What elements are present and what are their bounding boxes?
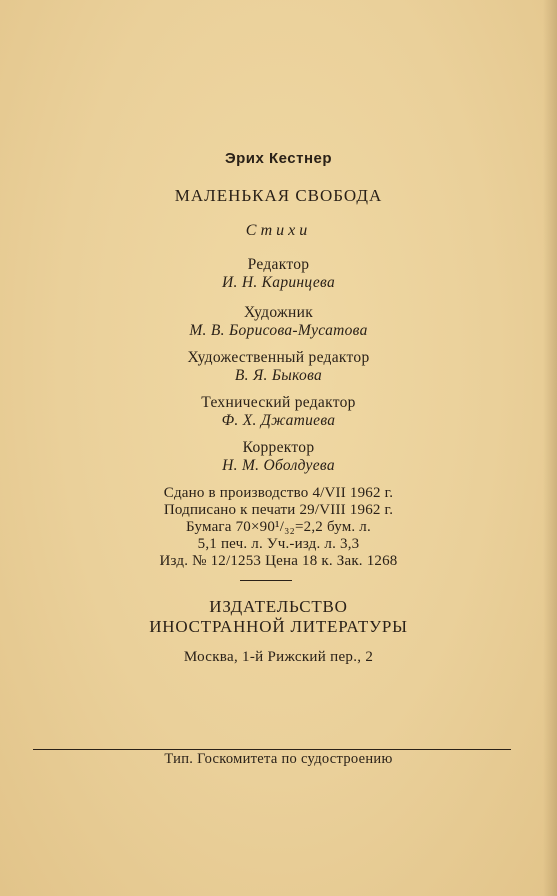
imprint-line: Сдано в производство 4/VII 1962 г.: [163, 485, 394, 501]
credit-name-art-editor: В. Я. Быкова: [234, 367, 323, 384]
printer-line: Тип. Госкомитета по судостроению: [164, 751, 393, 767]
author-name: Эрих Кестнер: [224, 150, 333, 167]
footer-rule: [33, 749, 511, 750]
credit-role-editor: Редактор: [247, 256, 310, 273]
book-title: МАЛЕНЬКАЯ СВОБОДА: [174, 186, 383, 205]
credit-name-tech-editor: Ф. Х. Джатиева: [221, 412, 336, 429]
imprint-line: Изд. № 12/1253 Цена 18 к. Зак. 1268: [159, 553, 398, 569]
credit-name-artist: М. В. Борисова-Мусатова: [189, 322, 368, 339]
section-divider: [240, 580, 292, 581]
credit-role-tech-editor: Технический редактор: [201, 394, 356, 411]
imprint-line: Бумага 70×90¹/₃₂=2,2 бум. л.: [186, 519, 371, 535]
publisher-address: Москва, 1-й Рижский пер., 2: [183, 649, 374, 665]
book-genre: Стихи: [245, 222, 312, 239]
credit-role-proofreader: Корректор: [242, 439, 315, 456]
imprint-line: 5,1 печ. л. Уч.-изд. л. 3,3: [197, 536, 360, 552]
credit-role-art-editor: Художественный редактор: [187, 349, 370, 366]
publisher-name-line2: ИНОСТРАННОЙ ЛИТЕРАТУРЫ: [149, 617, 408, 636]
credit-role-artist: Художник: [243, 304, 314, 321]
imprint-line: Подписано к печати 29/VIII 1962 г.: [163, 502, 394, 518]
credit-name-editor: И. Н. Каринцева: [221, 274, 335, 291]
publisher-name-line1: ИЗДАТЕЛЬСТВО: [209, 597, 348, 616]
credit-name-proofreader: Н. М. Оболдуева: [222, 457, 335, 474]
